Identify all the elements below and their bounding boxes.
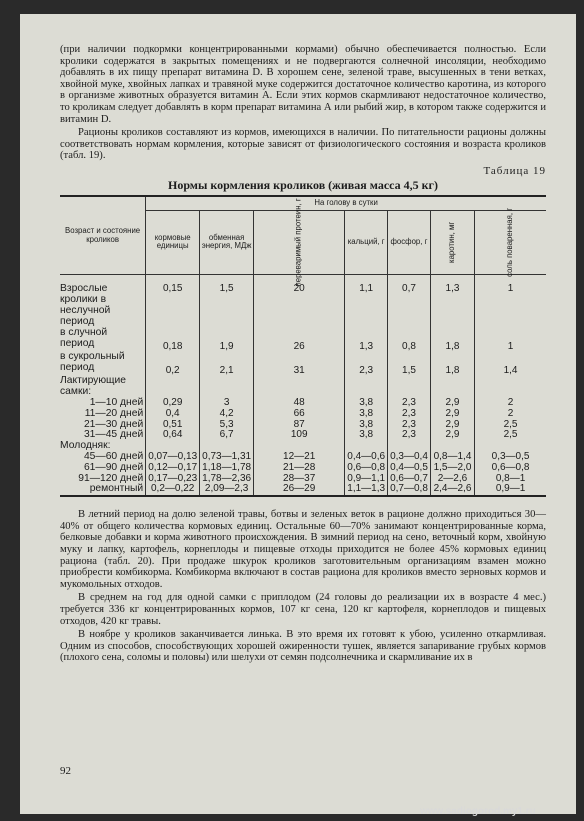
table-cell bbox=[345, 376, 388, 398]
feeding-norms-table bbox=[60, 195, 546, 497]
table-number: Таблица 19 bbox=[483, 164, 546, 177]
table-cell: 2 bbox=[507, 407, 514, 419]
table-cell: 2,5 bbox=[503, 418, 518, 430]
table-cell: 1,1—1,3 bbox=[345, 484, 388, 496]
table-cell: 0,18 bbox=[146, 328, 200, 352]
table-cell: 2,5 bbox=[503, 429, 518, 441]
table-cell: 1,5 bbox=[200, 284, 254, 328]
table-cell: 0,73—1,31 bbox=[200, 452, 254, 463]
row-label: Молодняк: bbox=[60, 441, 146, 452]
table-cell: 5,3 bbox=[200, 420, 254, 431]
table-cell: 26 bbox=[254, 328, 345, 352]
table-cell: 2,9 bbox=[430, 398, 474, 409]
column-header-label: каротин, мг bbox=[447, 221, 457, 264]
table-cell: 3,8 bbox=[345, 420, 388, 431]
table-cell: 0,15 bbox=[146, 284, 200, 328]
table-cell: 0,51 bbox=[146, 420, 200, 431]
table-cell: 4,2 bbox=[200, 409, 254, 420]
table-cell: 12—21 bbox=[254, 452, 345, 463]
table-cell: 2,1 bbox=[200, 352, 254, 376]
table-cell: 21—28 bbox=[254, 463, 345, 474]
table-cell: 2,3 bbox=[388, 420, 431, 431]
row-label: 11—20 дней bbox=[60, 409, 146, 420]
group-header: На голову в сутки bbox=[146, 196, 546, 210]
row-label: 61—90 дней bbox=[60, 463, 146, 474]
intro-paragraph: (при наличии подкормки концентрированными кормами) обычно обеспечивается полностью. Если кролики содержатся в закрытых помещениях и не подвергаются солнечной инсоляции, необходимо добавлять в их пищу препарат витамина D. В хорошем сене, зеленой траве, высушенных в тени ветках, хвойной муке, хвойных лапках и травяной муке содержится достаточное количество каротина, из которого в организме животных образуется витамин А. Если этих кормов скармливают недостаточное количество, то кроликам следует добавлять в корм препарат витамина А или рыбий жир, в котором также содержится и витамин D. bbox=[60, 44, 546, 125]
table-cell: 2,9 bbox=[430, 420, 474, 431]
table-cell: 0,12—0,17 bbox=[146, 463, 200, 474]
table-cell: 6,7 bbox=[200, 430, 254, 441]
table-row bbox=[60, 409, 546, 420]
table-cell: 0,6—0,8 bbox=[345, 463, 388, 474]
table-cell bbox=[430, 376, 474, 398]
table-cell: 2,3 bbox=[388, 409, 431, 420]
table-cell bbox=[388, 376, 431, 398]
table-cell: 3,8 bbox=[345, 398, 388, 409]
table-cell: 1 bbox=[507, 283, 514, 295]
table-cell: 0,3—0,4 bbox=[388, 452, 431, 463]
table-cell bbox=[475, 376, 546, 398]
site-watermark: www.sadiogorod.my1.ru bbox=[420, 806, 536, 817]
table-cell bbox=[146, 376, 200, 398]
column-header-label: переваримый протеин, г bbox=[293, 198, 303, 287]
column-header bbox=[475, 207, 546, 277]
column-header: обменная энергия, МДж bbox=[200, 210, 254, 274]
table-row bbox=[60, 463, 546, 474]
row-label: в случной период bbox=[60, 328, 146, 352]
column-header: кормовые единицы bbox=[146, 210, 200, 274]
after-text bbox=[60, 509, 546, 664]
table-cell: 2,9 bbox=[430, 430, 474, 441]
table-row bbox=[60, 328, 546, 352]
table-cell bbox=[254, 376, 345, 398]
table-cell: 0,4—0,6 bbox=[345, 452, 388, 463]
table-cell: 2,3 bbox=[345, 352, 388, 376]
table-cell: 1 bbox=[507, 340, 514, 352]
table-cell: 1,5 bbox=[388, 352, 431, 376]
table-row bbox=[60, 484, 546, 496]
table-cell: 26—29 bbox=[254, 484, 345, 496]
intro-text bbox=[60, 44, 546, 162]
table-cell: 1,5—2,0 bbox=[430, 463, 474, 474]
table-cell: 20 bbox=[254, 284, 345, 328]
table-cell: 1,3 bbox=[430, 284, 474, 328]
table-cell: 0,8 bbox=[388, 328, 431, 352]
row-label: Лактирующие самки: bbox=[60, 376, 146, 398]
table-cell: 0,3—0,5 bbox=[491, 451, 530, 462]
table-cell: 0,9—1 bbox=[475, 484, 546, 496]
row-label: 1—10 дней bbox=[60, 398, 146, 409]
table-cell: 2,09—2,3 bbox=[200, 484, 254, 496]
table-cell: 1,1 bbox=[345, 284, 388, 328]
row-label: Взрослые кролики в неслучной период bbox=[60, 284, 146, 328]
table-cell: 0,8—1,4 bbox=[430, 452, 474, 463]
column-header: кальций, г bbox=[345, 210, 388, 274]
table-cell: 0,7—0,8 bbox=[388, 484, 431, 496]
table-cell: 0,4—0,5 bbox=[388, 463, 431, 474]
column-header bbox=[254, 198, 345, 287]
table-row bbox=[60, 430, 546, 441]
table-row bbox=[60, 352, 546, 376]
table-cell: 0,64 bbox=[146, 430, 200, 441]
table-cell: 1,8 bbox=[430, 352, 474, 376]
table-cell: 109 bbox=[254, 430, 345, 441]
table-cell: 2 bbox=[507, 397, 514, 409]
table-cell: 0,7 bbox=[388, 284, 431, 328]
table-cell: 87 bbox=[254, 420, 345, 431]
table-cell: 0,9—1,1 bbox=[345, 474, 388, 485]
after-paragraph: В среднем на год для одной самки с приплодом (24 головы до реализации их в возрасте 4 мес.) требуется 336 кг концентрированных кормов, 107 кг сена, 120 кг картофеля, корнеплодов и пищевых отходов, 420 кг травы. bbox=[60, 592, 546, 627]
table-cell: 0,6—0,8 bbox=[491, 461, 530, 473]
table-cell: 2—2,6 bbox=[430, 474, 474, 485]
row-label: 91—120 дней bbox=[60, 474, 146, 485]
column-header: фосфор, г bbox=[388, 210, 431, 274]
age-header: Возраст и состояние кроликов bbox=[60, 196, 146, 274]
table-cell: 1,4 bbox=[503, 364, 518, 376]
table-cell: 1,8 bbox=[430, 328, 474, 352]
table-cell: 1,3 bbox=[345, 328, 388, 352]
table-cell: 28—37 bbox=[254, 474, 345, 485]
table-cell: 1,18—1,78 bbox=[200, 463, 254, 474]
table-cell: 1,78—2,36 bbox=[200, 474, 254, 485]
table-cell: 0,2 bbox=[146, 352, 200, 376]
table-cell: 2,9 bbox=[430, 409, 474, 420]
book-page bbox=[20, 14, 576, 814]
after-paragraph: В ноябре у кроликов заканчивается линька. В это время их готовят к убою, усиленно откармливая. Одним из способов, способствующих хорошей ожиренности тушек, является запаривание грубых кормов (плохого сена, соломы и половы) или шелухи от семян подсолнечника и скармливание их в bbox=[60, 629, 546, 664]
table-cell: 0,4 bbox=[146, 409, 200, 420]
row-label: ремонтный bbox=[60, 484, 146, 496]
table-cell: 3 bbox=[200, 398, 254, 409]
table-cell: 0,17—0,23 bbox=[146, 474, 200, 485]
table-cell: 0,2—0,22 bbox=[146, 484, 200, 496]
column-header bbox=[430, 210, 474, 274]
row-label: 31—45 дней bbox=[60, 430, 146, 441]
table-cell: 2,3 bbox=[388, 430, 431, 441]
row-label: 45—60 дней bbox=[60, 452, 146, 463]
after-paragraph: В летний период на долю зеленой травы, ботвы и зеленых веток в рационе должно приходиться 30—40% от общего количества кормовых единиц. Остальные 60—70% занимают концентрированные корма, белковые добавки и корма животного происхождения. В зимний период на сено, веточный корм, хвойную муку и лапку, картофель, корнеплоды и пищевые отходы приходится не более 45% кормовых единиц рациона (табл. 20). При продаже шкурок кроликов заготовительным организациям взамен можно приобрести комбикорма. Комбикорма включают в состав рациона для кроликов вместо зерновых кормов и мукомольных отходов. bbox=[60, 509, 546, 590]
table-cell: 1,9 bbox=[200, 328, 254, 352]
table-cell: 0,07—0,13 bbox=[146, 452, 200, 463]
table-cell: 48 bbox=[254, 398, 345, 409]
column-header-label: соль поваренная, г bbox=[505, 207, 515, 277]
table-row bbox=[60, 284, 546, 328]
table-cell: 0,29 bbox=[146, 398, 200, 409]
table-cell: 0,8—1 bbox=[495, 472, 526, 484]
row-label: в сукрольный период bbox=[60, 352, 146, 376]
table-cell: 2,3 bbox=[388, 398, 431, 409]
table-cell bbox=[200, 376, 254, 398]
table-cell: 2,4—2,6 bbox=[430, 484, 474, 496]
row-label: 21—30 дней bbox=[60, 420, 146, 431]
intro-paragraph: Рационы кроликов составляют из кормов, имеющихся в наличии. По питательности рационы должны соответствовать нормам кормления, которые зависят от физиологического состояния и возраста кроликов (табл. 19). bbox=[60, 127, 546, 162]
table-cell: 0,6—0,7 bbox=[388, 474, 431, 485]
page-number: 92 bbox=[60, 765, 71, 777]
table-cell: 66 bbox=[254, 409, 345, 420]
table-row bbox=[60, 376, 546, 398]
table-title: Нормы кормления кроликов (живая масса 4,5 кг) bbox=[167, 177, 439, 192]
table-cell: 3,8 bbox=[345, 409, 388, 420]
table-cell: 3,8 bbox=[345, 430, 388, 441]
table-cell: 31 bbox=[254, 352, 345, 376]
